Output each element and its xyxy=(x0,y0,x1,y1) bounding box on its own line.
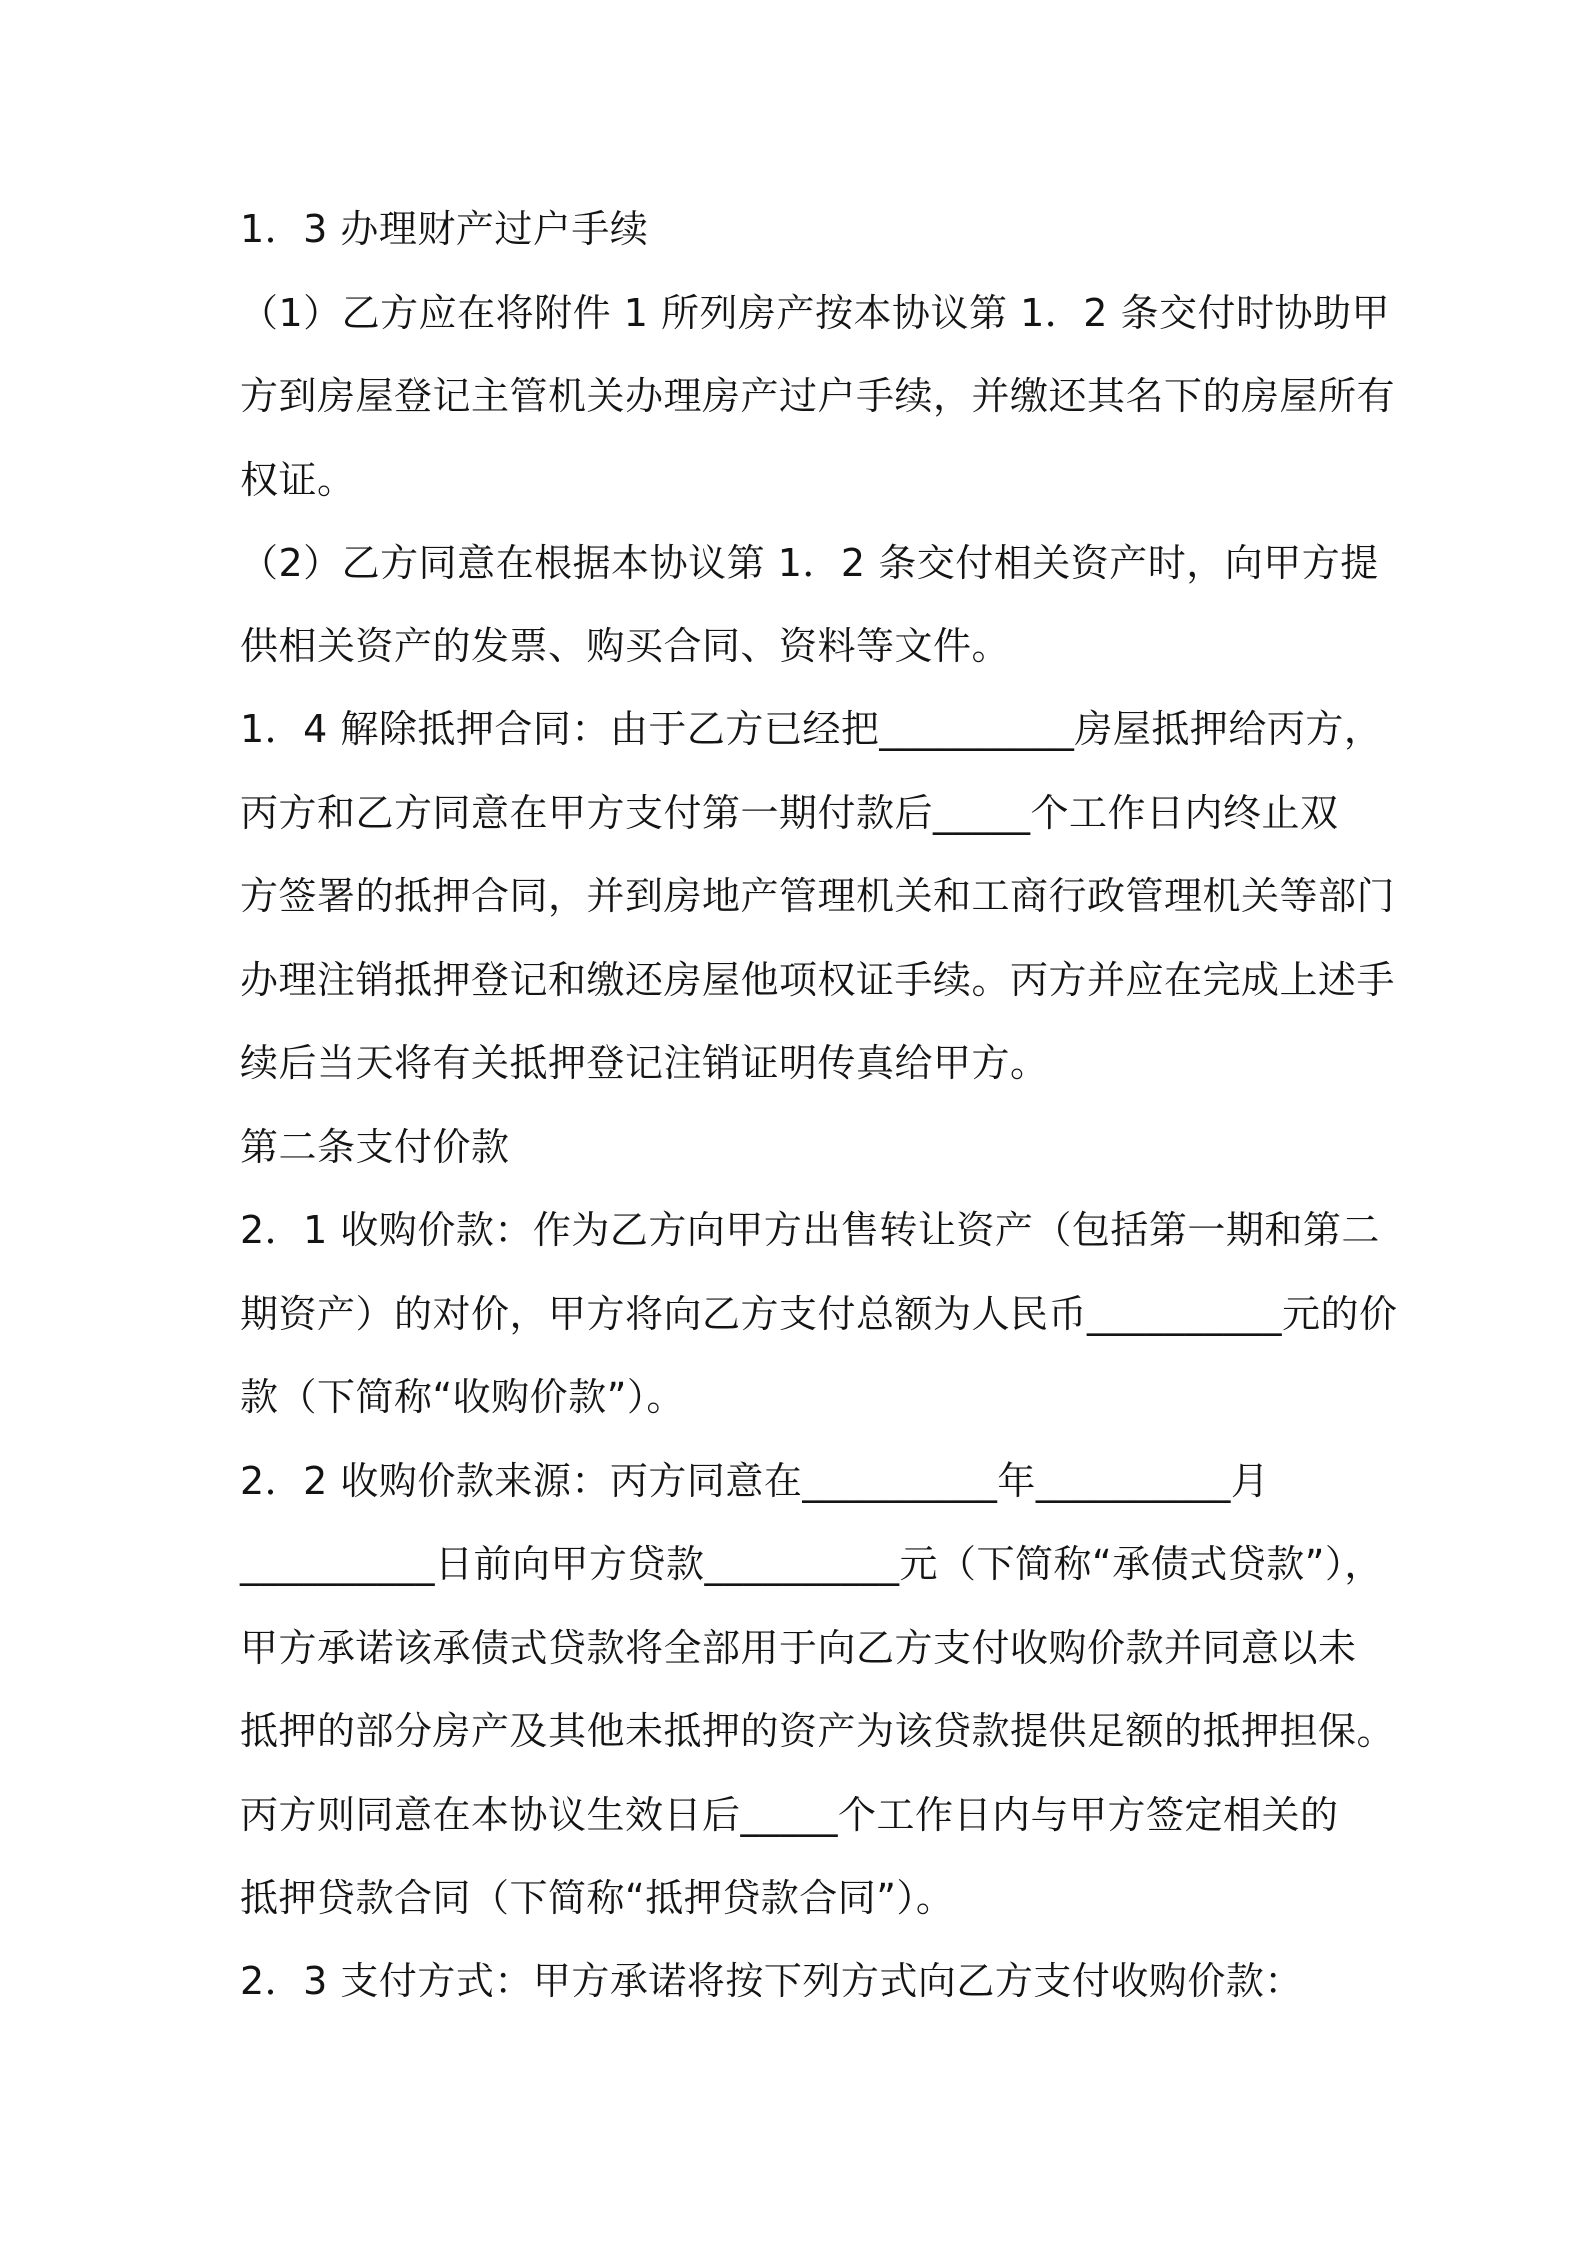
section-2-2-line-6: 抵押贷款合同（下简称“抵押贷款合同”）。 xyxy=(240,1876,955,1920)
clause-1-3-1-line-2: 方到房屋登记主管机关办理房产过户手续，并缴还其名下的房屋所有 xyxy=(240,374,1396,418)
section-2-2-line-5: 丙方则同意在本协议生效日后_____个工作日内与甲方签定相关的 xyxy=(240,1793,1339,1837)
section-2-1-line-2: 期资产）的对价，甲方将向乙方支付总额为人民币__________元的价 xyxy=(240,1292,1398,1336)
section-1-4-line-5: 续后当天将有关抵押登记注销证明传真给甲方。 xyxy=(240,1041,1049,1085)
section-2-3-line-1: 2．3 支付方式：甲方承诺将按下列方式向乙方支付收购价款： xyxy=(240,1959,1303,2003)
section-2-1-line-1: 2．1 收购价款：作为乙方向甲方出售转让资产（包括第一期和第二 xyxy=(240,1208,1380,1252)
section-2-2-line-2: __________日前向甲方贷款__________元（下简称“承债式贷款”）， xyxy=(240,1542,1383,1586)
section-2-1-line-3: 款（下简称“收购价款”）。 xyxy=(240,1375,685,1419)
section-1-4-line-2: 丙方和乙方同意在甲方支付第一期付款后_____个工作日内终止双 xyxy=(240,791,1339,835)
clause-1-3-1-line-3: 权证。 xyxy=(240,458,356,502)
section-2-2-line-3: 甲方承诺该承债式贷款将全部用于向乙方支付收购价款并同意以未 xyxy=(240,1626,1357,1670)
section-1-4-line-1: 1．4 解除抵押合同：由于乙方已经把__________房屋抵押给丙方， xyxy=(240,707,1383,751)
clause-1-3-2-line-2: 供相关资产的发票、购买合同、资料等文件。 xyxy=(240,624,1011,668)
section-2-2-line-1: 2．2 收购价款来源：丙方同意在__________年__________月 xyxy=(240,1459,1270,1503)
section-1-4-line-4: 办理注销抵押登记和缴还房屋他项权证手续。丙方并应在完成上述手 xyxy=(240,958,1396,1002)
clause-1-3-2-line-1: （2）乙方同意在根据本协议第 1．2 条交付相关资产时，向甲方提 xyxy=(240,541,1379,585)
clause-1-3-1-line-1: （1）乙方应在将附件 1 所列房产按本协议第 1．2 条交付时协助甲 xyxy=(240,291,1391,335)
section-1-4-line-3: 方签署的抵押合同，并到房地产管理机关和工商行政管理机关等部门 xyxy=(240,874,1396,918)
article-2-heading: 第二条支付价款 xyxy=(240,1125,510,1169)
section-1-3-heading: 1．3 办理财产过户手续 xyxy=(240,207,649,251)
section-2-2-line-4: 抵押的部分房产及其他未抵押的资产为该贷款提供足额的抵押担保。 xyxy=(240,1709,1396,1753)
